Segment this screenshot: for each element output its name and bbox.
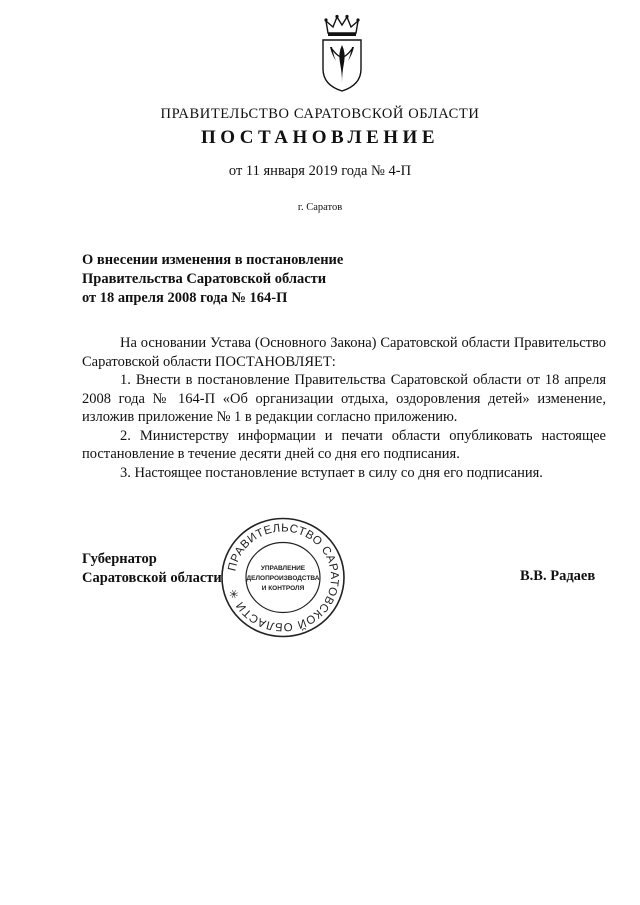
government-name: ПРАВИТЕЛЬСТВО САРАТОВСКОЙ ОБЛАСТИ bbox=[160, 106, 480, 122]
signatory-position-line-1: Губернатор bbox=[82, 551, 157, 567]
body-item-2: 2. Министерству информации и печати области опубликовать настоящее постановление в течение десяти дней со дня его подписания. bbox=[82, 427, 606, 462]
official-stamp bbox=[218, 515, 348, 640]
saratov-coat-of-arms-icon bbox=[318, 13, 366, 93]
subject-line-3: от 18 апреля 2008 года № 164-П bbox=[82, 290, 288, 306]
signatory-position bbox=[82, 550, 222, 588]
document-subject bbox=[82, 251, 402, 308]
subject-line-2: Правительства Саратовской области bbox=[82, 271, 327, 287]
document-body bbox=[82, 334, 606, 482]
document-type-title: ПОСТАНОВЛЕНИЕ bbox=[200, 127, 440, 148]
svg-text:УПРАВЛЕНИЕ: УПРАВЛЕНИЕ bbox=[260, 565, 306, 572]
body-item-3: 3. Настоящее постановление вступает в силу со дня его подписания. bbox=[120, 464, 543, 481]
signatory-position-line-2: Саратовской области bbox=[82, 570, 222, 586]
signatory-name: В.В. Радаев bbox=[520, 568, 596, 584]
svg-text:И КОНТРОЛЯ: И КОНТРОЛЯ bbox=[261, 585, 305, 592]
svg-text:ПРАВИТЕЛЬСТВО САРАТОВСКОЙ ОБЛА: ПРАВИТЕЛЬСТВО САРАТОВСКОЙ ОБЛАСТИ ✳ bbox=[226, 522, 341, 633]
body-item-1: 1. Внести в постановление Правительства Саратовской области от 18 апреля 2008 года № 164-П «Об организации отдыха, оздоровления детей» изменение, изложив приложение № 1 в редакции согласно приложению. bbox=[82, 372, 606, 425]
document-city: г. Саратов bbox=[297, 202, 343, 213]
body-intro: На основании Устава (Основного Закона) Саратовской области Правительство Саратовской области ПОСТАНОВЛЯЕТ: bbox=[82, 335, 606, 370]
subject-line-1: О внесении изменения в постановление bbox=[82, 252, 344, 268]
document-date-number: от 11 января 2019 года № 4-П bbox=[228, 163, 412, 179]
svg-text:ДЕЛОПРОИЗВОДСТВА: ДЕЛОПРОИЗВОДСТВА bbox=[246, 575, 320, 582]
